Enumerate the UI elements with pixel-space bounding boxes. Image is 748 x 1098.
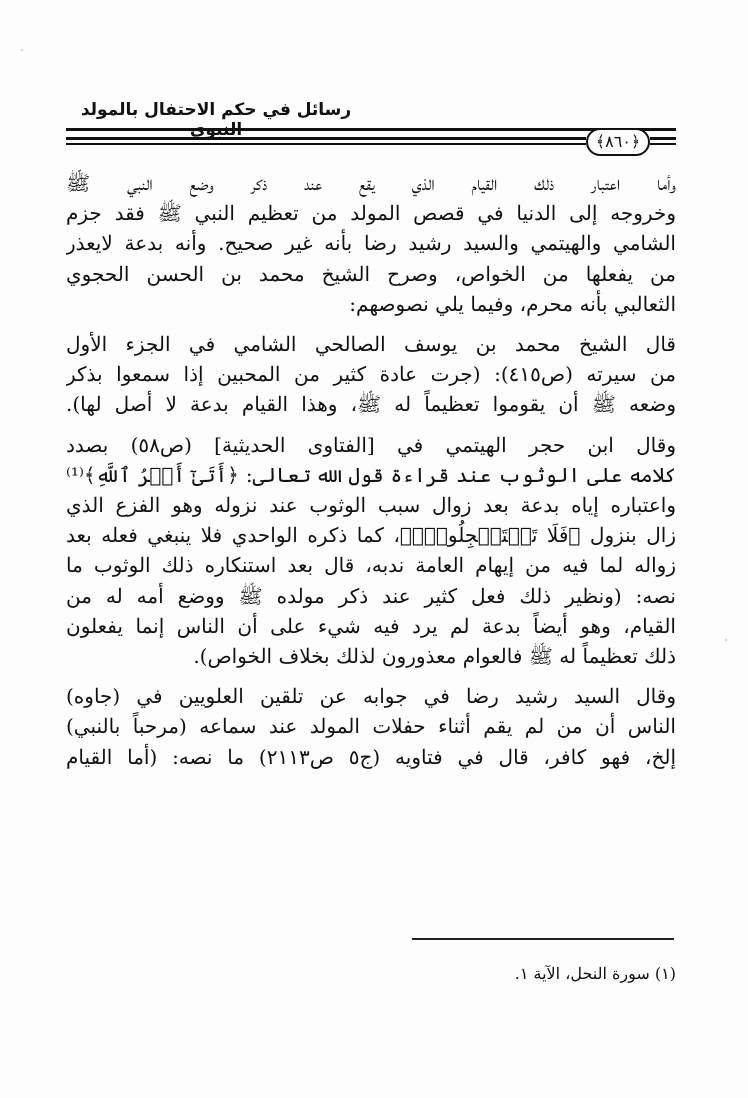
paragraph xyxy=(66,168,676,319)
paragraph xyxy=(66,329,676,420)
paragraph xyxy=(66,681,676,772)
header-double-rule-left-lower xyxy=(66,143,586,145)
text-line: وضعه ﷺ أن يقوموا تعظيماً له ﷺ، وهذا القيام بدعة لا أصل لها). xyxy=(66,392,676,417)
header-rule xyxy=(66,128,676,131)
text-line: القيام، وهو أيضاً بدعة لم يرد فيه شيء على أن الناس إنما يفعلون xyxy=(66,613,676,638)
text-line: الشامي والهيتمي والسيد رشيد رضا بأنه غير صحيح. وأنه بدعة لايعذر xyxy=(66,231,676,256)
text-line: ذلك تعظيماً له ﷺ فالعوام معذورون لذلك بخلاف الخواص). xyxy=(193,644,676,669)
header-double-rule-right-lower xyxy=(650,143,676,145)
text-line: وخروجه إلى الدنيا في قصص المولد من تعظيم النبي ﷺ فقد جزم xyxy=(66,201,676,226)
header-double-rule-right xyxy=(650,137,676,140)
text-line: وقال ابن حجر الهيتمي في [الفتاوى الحديثية] (ص٥٨) بصدد xyxy=(66,432,676,457)
footnote-separator xyxy=(412,938,674,940)
body-text xyxy=(66,168,676,918)
text-line: قال الشيخ محمد بن يوسف الصالحي الشامي في الجزء الأول xyxy=(66,332,676,357)
paragraph xyxy=(66,430,676,672)
header-double-rule-left xyxy=(66,137,586,140)
page-number: ﴿٨٦٠﴾ xyxy=(586,128,650,156)
text-line: من يفعلها من الخواص، وصرح الشيخ محمد بن الحسن الحجوي xyxy=(66,261,676,286)
text-line: الثعالبي بأنه محرم، وفيما يلي نصوصهم: xyxy=(349,291,676,316)
text-line: زال بنزول ﴿فَلَا تَسۡتَعۡجِلُوهُۚ﴾، كما ذكره الواحدي فلا ينبغي فعله بعد xyxy=(66,523,676,548)
text-line: واعتباره إياه بدعة بعد زوال سبب الوثوب عند نزوله وهو الفزع الذي xyxy=(66,493,676,518)
text-line: وأما اعتبار ذلك القيام الذي يقع عند ذكر وضع النبي ﷺ xyxy=(66,171,676,195)
footnote: (١) سورة النحل، الآية ١. xyxy=(514,964,676,983)
text-line: وقال السيد رشيد رضا في جوابه عن تلقين العلويين في (جاوه) xyxy=(66,684,676,709)
text-line: زواله لما فيه من إيهام العامة ندبه، قال بعد استنكاره ذلك الوثوب ما xyxy=(66,553,676,578)
text-line: من سيرته (ص٤١٥): (جرت عادة كثير من المحبين إذا سمعوا بذكر xyxy=(66,362,676,387)
text-line: الناس أن من لم يقم أثناء حفلات المولد عند سماعه (مرحباً بالنبي) xyxy=(66,714,676,739)
running-header-title: رسائل في حكم الاحتفال بالمولد xyxy=(80,100,352,120)
text-line: نصه: (ونظير ذلك فعل كثير عند ذكر مولده ﷺ ووضع أمه له من xyxy=(66,583,676,608)
text-line: كلامه على الوثوب عند قراءة قول الله تعالى: ﴿أَتَىٰٓ أَمۡرُ ٱللَّهِ﴾⁽¹⁾ xyxy=(66,462,676,487)
text-line: إلخ، فهو كافر، قال في فتاويه (ج٥ ص٢١١٣) ما نصه: (أما القيام xyxy=(66,744,676,769)
